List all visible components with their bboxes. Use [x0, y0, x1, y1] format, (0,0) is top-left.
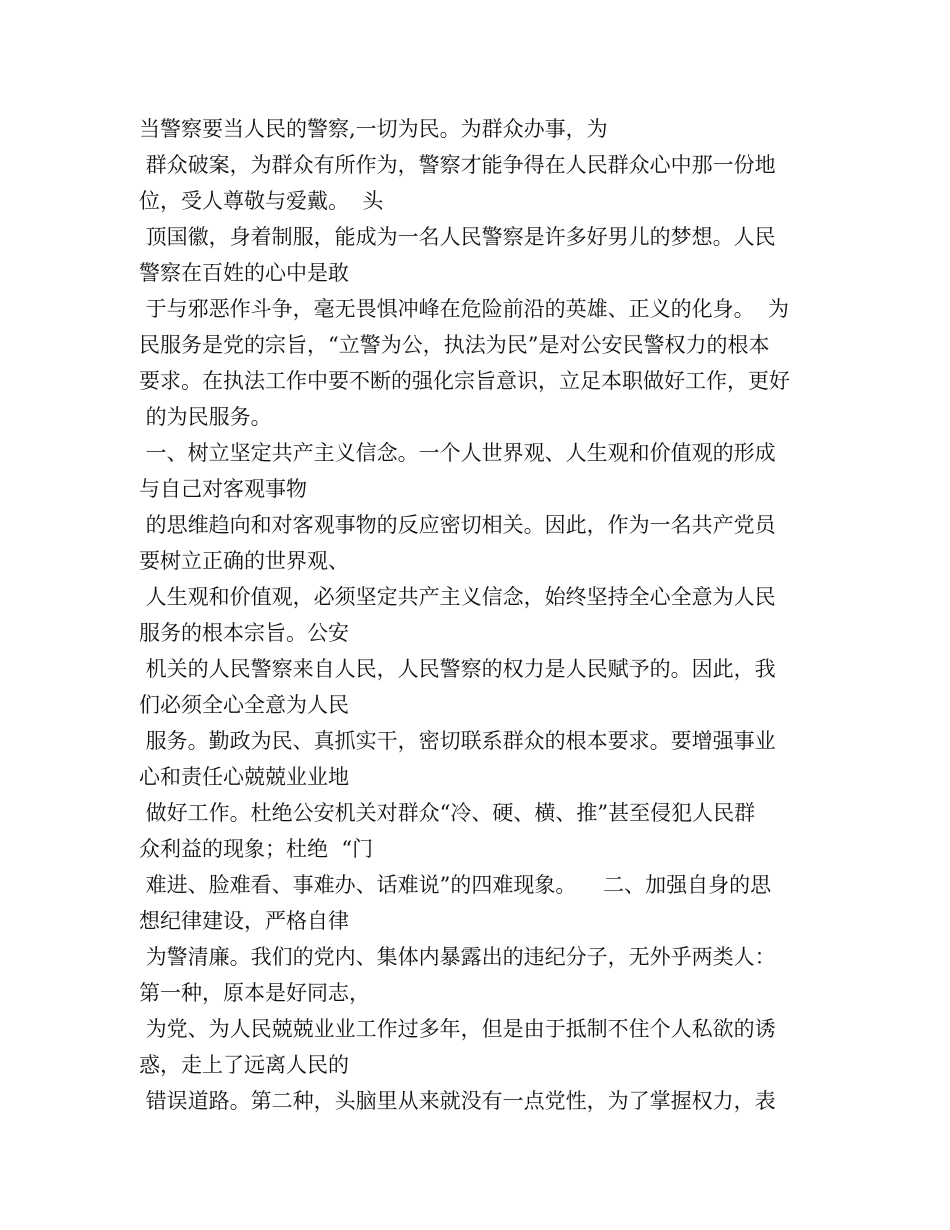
- text-line: 人生观和价值观，必须坚定共产主义信念，始终坚持全心全意为人民: [139, 585, 776, 609]
- text-line: 一、树立坚定共产主义信念。一个人世界观、人生观和价值观的形成: [139, 441, 776, 465]
- text-line: 要求。在执法工作中要不断的强化宗旨意识，立足本职做好工作，更好: [139, 369, 790, 393]
- text-line: 心和责任心兢兢业业地: [139, 765, 349, 789]
- text-line: 为警清廉。我们的党内、集体内暴露出的违纪分子，无外乎两类人：: [139, 945, 776, 969]
- text-line: 位，受人尊敬与爱戴。 头: [139, 189, 384, 213]
- text-line: 群众破案，为群众有所作为，警察才能争得在人民群众心中那一份地: [139, 153, 776, 177]
- text-line: 想纪律建设，严格自律: [139, 909, 349, 933]
- text-line: 惑，走上了远离人民的: [139, 1053, 349, 1077]
- text-line: 为党、为人民兢兢业业工作过多年，但是由于抵制不住个人私欲的诱: [139, 1017, 776, 1041]
- text-line: 警察在百姓的心中是敢: [139, 261, 349, 285]
- text-line: 机关的人民警察来自人民，人民警察的权力是人民赋予的。因此，我: [139, 657, 776, 681]
- text-line: 当警察要当人民的警察,一切为民。为群众办事，为: [139, 117, 608, 141]
- text-line: 错误道路。第二种，头脑里从来就没有一点党性，为了掌握权力，表: [139, 1089, 776, 1113]
- text-line: 难进、脸难看、事难办、话难说”的四难现象。 二、加强自身的思: [139, 873, 772, 897]
- text-line: 与自己对客观事物: [139, 477, 307, 501]
- text-line: 服务的根本宗旨。公安: [139, 621, 349, 645]
- text-line: 顶国徽，身着制服，能成为一名人民警察是许多好男儿的梦想。人民: [139, 225, 776, 249]
- text-line: 的思维趋向和对客观事物的反应密切相关。因此，作为一名共产党员: [139, 513, 776, 537]
- text-line: 要树立正确的世界观、: [139, 549, 349, 573]
- text-line: 民服务是党的宗旨，“立警为公，执法为民”是对公安民警权力的根本: [139, 333, 770, 357]
- text-line: 第一种，原本是好同志，: [139, 981, 370, 1005]
- text-line: 的为民服务。: [139, 405, 272, 429]
- text-line: 于与邪恶作斗争，毫无畏惧冲峰在危险前沿的英雄、正义的化身。 为: [139, 297, 790, 321]
- text-line: 众利益的现象；杜绝 “门: [139, 837, 374, 861]
- text-line: 服务。勤政为民、真抓实干，密切联系群众的根本要求。要增强事业: [139, 729, 776, 753]
- text-line: 做好工作。杜绝公安机关对群众“冷、硬、横、推”甚至侵犯人民群: [139, 801, 756, 825]
- text-line: 们必须全心全意为人民: [139, 693, 349, 717]
